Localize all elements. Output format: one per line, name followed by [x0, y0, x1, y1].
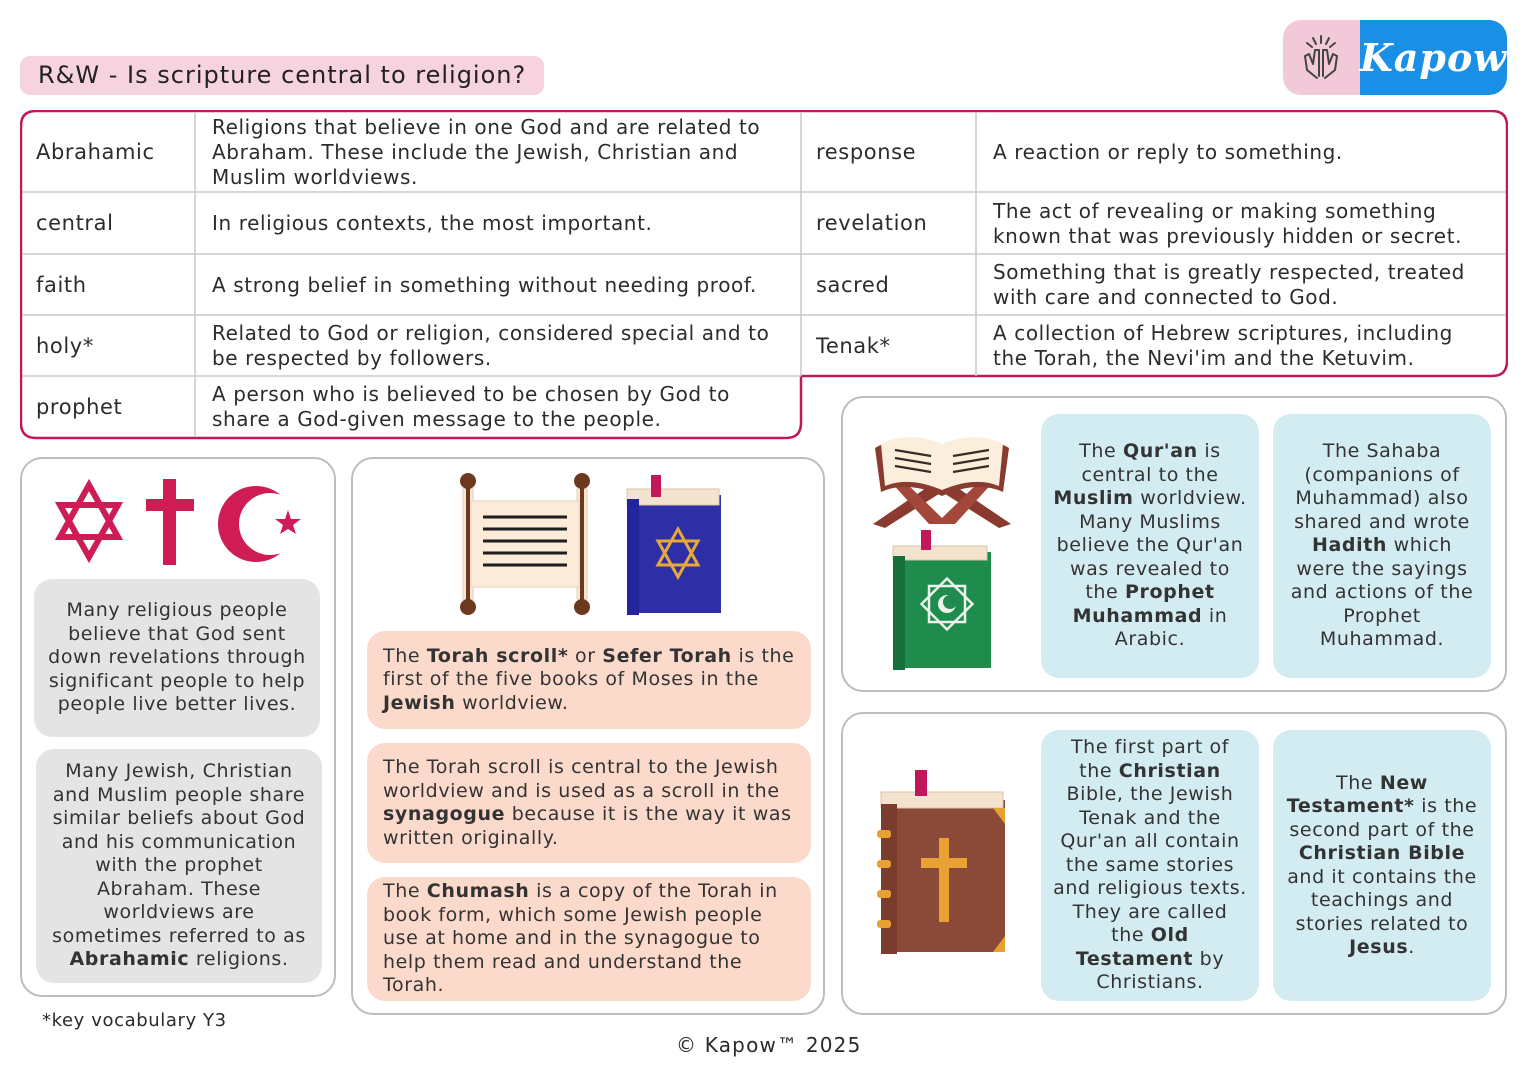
box-text: The Qur'an is central to the Muslim worldview. Many Muslims believe the Qur'an was revealed to the Prophet Muhammad in Arabic.: [1053, 440, 1247, 651]
key-vocabulary-note: *key vocabulary Y3: [42, 1010, 227, 1031]
vocab-term: central: [36, 211, 114, 235]
jewish-panel: [351, 457, 825, 1015]
vocab-definition: In religious contexts, the most important.: [212, 211, 653, 235]
vocab-term: holy*: [36, 333, 94, 358]
kapow-logo: [1283, 20, 1507, 95]
chumash-info-box: [367, 877, 811, 1001]
box-text: The Sahaba (companions of Muhammad) also shared and wrote Hadith which were the sayings and actions of the Prophet Muhammad.: [1290, 440, 1474, 651]
star-of-david-icon: [54, 479, 124, 563]
vocab-definition: The act of revealing or making something known that was previously hidden or secret.: [993, 198, 1463, 248]
brand-name: Kapow: [1360, 20, 1507, 95]
new-testament-info-box: [1273, 730, 1491, 1001]
vocab-definition: A collection of Hebrew scriptures, including the Torah, the Nevi'im and the Ketuvim.: [993, 321, 1453, 370]
box-text: Many religious people believe that God sent down revelations through significant people to help people live better lives.: [48, 599, 306, 716]
quran-info-box: [1041, 414, 1259, 678]
synagogue-info-box: [367, 743, 811, 863]
vocab-definition: Religions that believe in one God and are related to Abraham. These include the Jewish, Christian and Muslim worldviews.: [212, 114, 761, 189]
vocab-term: faith: [36, 272, 87, 297]
old-testament-info-box: [1041, 730, 1259, 1001]
cross-icon: [144, 477, 196, 567]
quran-on-stand-icon: [865, 420, 1019, 532]
copyright: © Kapow™ 2025: [676, 1033, 862, 1057]
torah-scroll-info-box: [367, 631, 811, 729]
vocab-definition: Related to God or religion, considered special and to be respected by followers.: [212, 321, 770, 370]
hadith-info-box: [1273, 414, 1491, 678]
vocabulary-table: [20, 110, 1508, 440]
muslim-panel: [841, 396, 1507, 692]
praying-hands-icon: [1283, 20, 1360, 95]
vocab-term: response: [816, 139, 917, 164]
vocab-term: prophet: [36, 394, 123, 419]
vocab-term: revelation: [816, 211, 928, 235]
vocab-definition: Something that is greatly respected, treated with care and connected to God.: [993, 260, 1465, 309]
bible-icon: [875, 770, 1011, 956]
vocab-definition: A reaction or reply to something.: [993, 139, 1343, 164]
vocab-term: Tenak*: [816, 333, 891, 358]
vocab-term: sacred: [816, 272, 890, 297]
christian-panel: [841, 712, 1507, 1015]
box-text: The Chumash is a copy of the Torah in book form, which some Jewish people use at home and in the synagogue to help them read and understand the Torah.: [383, 880, 778, 997]
revelation-info-box: [34, 579, 320, 737]
box-text: Many Jewish, Christian and Muslim people share similar beliefs about God and his communication with the prophet Abraham. These worldviews are sometimes referred to as Abrahamic religions.: [52, 760, 306, 971]
crescent-star-icon: [216, 483, 306, 565]
vocab-definition: A person who is believed to be chosen by God to share a God-given message to the people.: [212, 382, 730, 431]
box-text: The Torah scroll* or Sefer Torah is the first of the five books of Moses in the Jewish worldview.: [383, 644, 795, 714]
vocab-definition: A strong belief in something without needing proof.: [212, 272, 758, 297]
torah-scroll-icon: [449, 471, 601, 617]
abrahamic-panel: [20, 457, 336, 997]
box-text: The New Testament* is the second part of the Christian Bible and it contains the teachings and stories related to Jesus.: [1286, 771, 1478, 958]
box-text: The first part of the Christian Bible, the Jewish Tenak and the Qur'an all contain the same stories and religious texts. They are called the Old Testament by Christians.: [1053, 736, 1247, 994]
page-title: R&W - Is scripture central to religion?: [20, 56, 544, 95]
box-text: The Torah scroll is central to the Jewish worldview and is used as a scroll in the synagogue because it is the way it was written originally.: [383, 756, 792, 849]
chumash-book-icon: [625, 473, 727, 617]
abrahamic-info-box: [36, 749, 322, 983]
quran-book-icon: [891, 528, 995, 670]
vocab-term: Abrahamic: [36, 139, 155, 164]
